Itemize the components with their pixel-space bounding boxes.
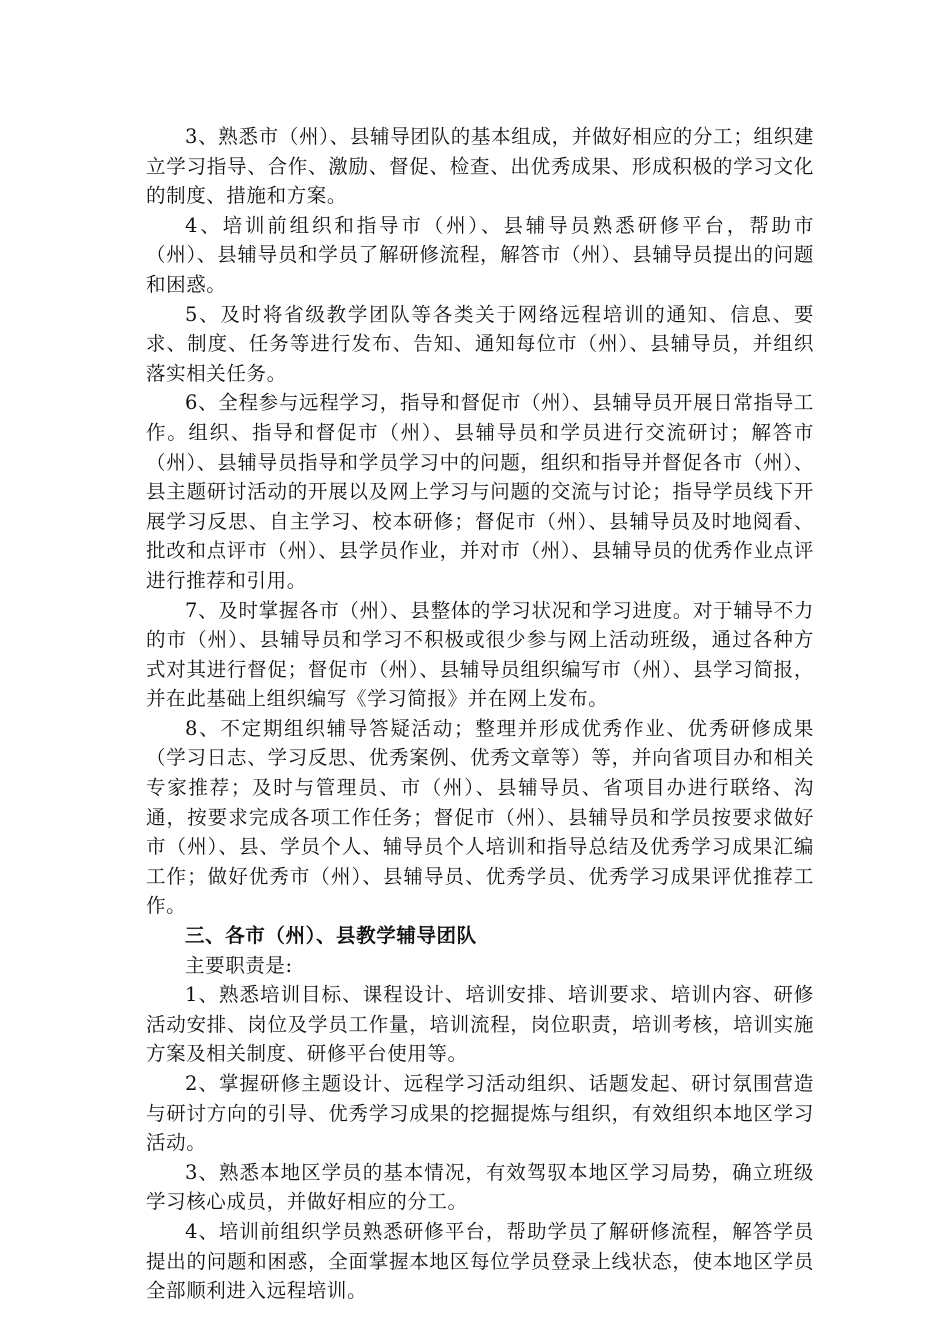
section3-item-4: 4、培训前组织学员熟悉研修平台，帮助学员了解研修流程，解答学员提出的问题和困惑，全面掌握本地区每位学员登录上线状态，使本地区学员全部顺利进入远程培训。 [146,1219,814,1303]
section3-item-1: 1、熟悉培训目标、课程设计、培训安排、培训要求、培训内容、研修活动安排、岗位及学员工作量，培训流程，岗位职责，培训考核，培训实施方案及相关制度、研修平台使用等。 [146,983,814,1066]
section2-item-8: 8、不定期组织辅导答疑活动；整理并形成优秀作业、优秀研修成果（学习日志、学习反思、优秀案例、优秀文章等）等，并向省项目办和相关专家推荐；及时与管理员、市（州）、县辅导员、省项目办进行联络、沟通，按要求完成各项工作任务；督促市（州）、县辅导员和学员按要求做好市（州）、县、学员个人、辅导员个人培训和指导总结及优秀学习成果汇编工作；做好优秀市（州）、县辅导员、优秀学员、优秀学习成果评优推荐工作。 [146,716,814,918]
section3-item-2: 2、掌握研修主题设计、远程学习活动组织、话题发起、研讨氛围营造与研讨方向的引导、优秀学习成果的挖掘提炼与组织，有效组织本地区学习活动。 [146,1072,814,1155]
document-body [146,122,814,1306]
section2-item-6: 6、全程参与远程学习，指导和督促市（州）、县辅导员开展日常指导工作。组织、指导和督促市（州）、县辅导员和学员进行交流研讨；解答市（州）、县辅导员指导和学员学习中的问题，组织和指导并督促各市（州）、县主题研讨活动的开展以及网上学习与问题的交流与讨论；指导学员线下开展学习反思、自主学习、校本研修；督促市（州）、县辅导员及时地阅看、批改和点评市（州）、县学员作业，并对市（州）、县辅导员的优秀作业点评进行推荐和引用。 [146,391,814,592]
section3-heading: 三、各市（州）、县教学辅导团队 [185,924,477,948]
section2-item-4: 4、培训前组织和指导市（州）、县辅导员熟悉研修平台，帮助市（州）、县辅导员和学员了解研修流程，解答市（州）、县辅导员提出的问题和困惑。 [146,213,814,296]
section2-item-5: 5、及时将省级教学团队等各类关于网络远程培训的通知、信息、要求、制度、任务等进行发布、告知、通知每位市（州）、县辅导员，并组织落实相关任务。 [146,302,814,385]
section2-item-7: 7、及时掌握各市（州）、县整体的学习状况和学习进度。对于辅导不力的市（州）、县辅导员和学习不积极或很少参与网上活动班级，通过各种方式对其进行督促；督促市（州）、县辅导员组织编写市（州）、县学习简报，并在此基础上组织编写《学习简报》并在网上发布。 [146,598,814,711]
section2-item-3: 3、熟悉市（州）、县辅导团队的基本组成，并做好相应的分工；组织建立学习指导、合作、激励、督促、检查、出优秀成果、形成积极的学习文化的制度、措施和方案。 [146,125,814,208]
section3-intro: 主要职责是: [185,953,293,977]
section3-item-3: 3、熟悉本地区学员的基本情况，有效驾驭本地区学习局势，确立班级学习核心成员，并做好相应的分工。 [146,1160,814,1214]
